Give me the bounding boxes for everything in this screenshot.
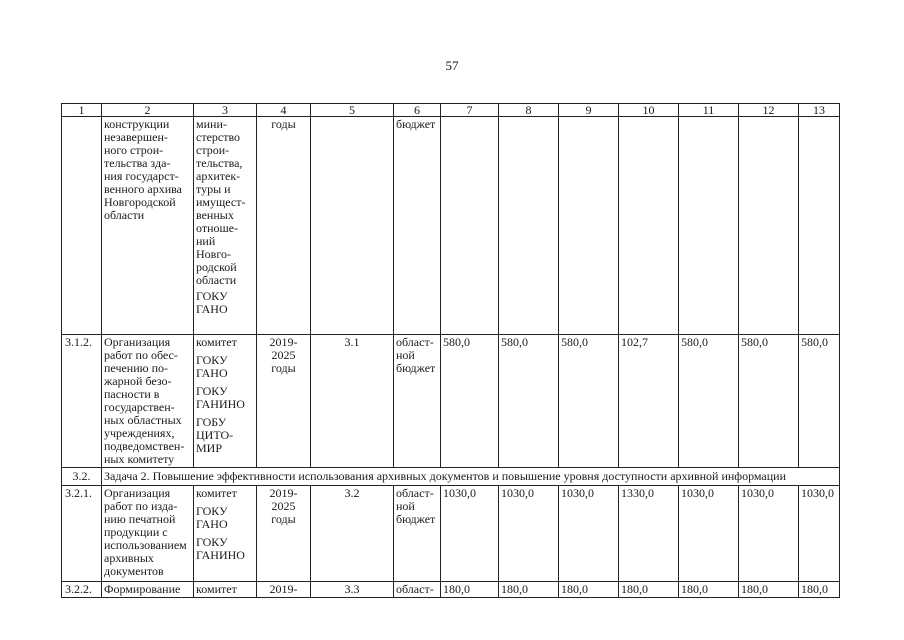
value-cell: 1030,0: [739, 486, 799, 582]
name-line: тельства зда-: [104, 156, 171, 170]
value-cell: 1030,0: [799, 486, 840, 582]
header-row: [62, 104, 840, 117]
name-line: ния государст-: [104, 169, 179, 183]
value-cell: 1030,0: [559, 486, 619, 582]
header-cell: 6: [394, 104, 441, 117]
resp-line: родской: [196, 260, 237, 274]
header-cell: 13: [799, 104, 840, 117]
name-line: Новгородской: [104, 195, 176, 209]
task-number-cell: 3.2.: [62, 468, 102, 486]
resp-line: ГАНИНО: [196, 397, 245, 411]
responsible-cell: комитет: [194, 582, 257, 598]
name-line: архивных: [104, 551, 154, 565]
value-cell: 580,0: [799, 335, 840, 468]
source-line: област-: [396, 335, 434, 349]
resp-line: стерство: [196, 130, 241, 144]
name-line: работ по обес-: [104, 348, 178, 362]
value-cell: 580,0: [739, 335, 799, 468]
name-line: Организация: [104, 486, 171, 500]
table-row-continued: [62, 117, 840, 335]
name-line: государствен-: [104, 400, 175, 414]
header-cell: 7: [441, 104, 499, 117]
name-line: конструкции: [104, 117, 170, 131]
resp-line: строи-: [196, 143, 230, 157]
value-cell: 180,0: [679, 582, 739, 598]
term-cell: [257, 486, 311, 582]
term-cell: [257, 335, 311, 468]
name-line: венного архива: [104, 182, 182, 196]
page-number: 57: [445, 58, 459, 73]
header-cell: 4: [257, 104, 311, 117]
value-cell: [739, 117, 799, 335]
target-cell: 3.1: [311, 335, 394, 468]
header-cell: 8: [499, 104, 559, 117]
responsible-cell: [194, 335, 257, 468]
row-number-cell: 3.2.2.: [62, 582, 102, 598]
header-cell: 9: [559, 104, 619, 117]
value-cell: [679, 117, 739, 335]
term-line: 2025: [271, 499, 296, 513]
source-cell: [394, 486, 441, 582]
activity-name-cell: [102, 486, 194, 582]
resp-line: мини-: [196, 117, 227, 131]
name-line: работ по изда-: [104, 499, 178, 513]
table-row-3-2-1: [62, 486, 840, 582]
responsible-cell: [194, 117, 257, 335]
table-row-3-1-2: [62, 335, 840, 468]
value-cell: [441, 117, 499, 335]
source-cell: бюджет: [394, 117, 441, 335]
activity-name-cell: [102, 117, 194, 335]
value-cell: 180,0: [799, 582, 840, 598]
header-cell: 5: [311, 104, 394, 117]
name-line: жарной безо-: [104, 374, 172, 388]
activity-name-cell: [102, 335, 194, 468]
resp-line: ГОБУ: [196, 415, 227, 429]
name-line: использованием: [104, 538, 187, 552]
resp-line: ГОКУ: [196, 353, 228, 367]
header-cell: 1: [62, 104, 102, 117]
resp-line: ЦИТО-: [196, 428, 234, 442]
resp-line: ний: [196, 234, 216, 248]
name-line: подведомствен-: [104, 439, 185, 453]
resp-line: ГАНИНО: [196, 548, 245, 562]
resp-line: архитек-: [196, 169, 241, 183]
resp-line: отноше-: [196, 221, 239, 235]
term-cell: 2019-: [257, 582, 311, 598]
source-cell: [394, 335, 441, 468]
term-line: 2019-: [269, 335, 298, 349]
name-line: учреждениях,: [104, 426, 175, 440]
resp-line: ГАНО: [196, 366, 228, 380]
resp-line: венных: [196, 208, 234, 222]
value-cell: 180,0: [441, 582, 499, 598]
row-number-cell: [62, 117, 102, 335]
value-cell: 180,0: [739, 582, 799, 598]
term-cell: годы: [257, 117, 311, 335]
resp-line: имущест-: [196, 195, 246, 209]
term-line: 2019-: [269, 486, 298, 500]
value-cell: 1030,0: [441, 486, 499, 582]
value-cell: 580,0: [559, 335, 619, 468]
source-line: бюджет: [396, 361, 436, 375]
name-line: нию печатной: [104, 512, 176, 526]
task-title-cell: [102, 468, 840, 486]
header-cell: 2: [102, 104, 194, 117]
name-line: документов: [104, 564, 164, 578]
value-cell: 180,0: [499, 582, 559, 598]
row-number-cell: 3.1.2.: [62, 335, 102, 468]
header-cell: 12: [739, 104, 799, 117]
responsible-cell: [194, 486, 257, 582]
target-cell: 3.3: [311, 582, 394, 598]
value-cell: 1330,0: [619, 486, 679, 582]
name-line: области: [104, 208, 145, 222]
header-cell: 11: [679, 104, 739, 117]
term-line: 2025: [271, 348, 296, 362]
name-line: печению по-: [104, 361, 169, 375]
program-activities-table: [61, 103, 840, 598]
resp-line: комитет: [196, 486, 237, 500]
resp-line: ГОКУ: [196, 384, 228, 398]
resp-line: ГОКУ: [196, 504, 228, 518]
name-line: ного строи-: [104, 143, 164, 157]
value-cell: [619, 117, 679, 335]
resp-line: ГАНО: [196, 517, 228, 531]
value-cell: 180,0: [559, 582, 619, 598]
value-cell: 580,0: [499, 335, 559, 468]
resp-line: ГОКУ: [196, 535, 228, 549]
value-cell: [559, 117, 619, 335]
value-cell: 1030,0: [679, 486, 739, 582]
value-cell: 580,0: [441, 335, 499, 468]
name-line: продукции с: [104, 525, 168, 539]
resp-line: ГОКУ: [196, 289, 228, 303]
source-line: област-: [396, 486, 434, 500]
source-line: ной: [396, 499, 415, 513]
task-row: [62, 468, 840, 486]
resp-line: туры и: [196, 182, 231, 196]
resp-line: МИР: [196, 441, 223, 455]
resp-line: тельства,: [196, 156, 243, 170]
name-line: незавершен-: [104, 130, 168, 144]
value-cell: [799, 117, 840, 335]
resp-line: ГАНО: [196, 302, 228, 316]
value-cell: 180,0: [619, 582, 679, 598]
resp-line: комитет: [196, 335, 237, 349]
task-title: Задача 2. Повышение эффективности использования архивных документов и повышение уровня доступности архивной информации: [104, 469, 786, 483]
source-line: бюджет: [396, 512, 436, 526]
activity-name-cell: Формирование: [102, 582, 194, 598]
resp-line: Новго-: [196, 247, 231, 261]
value-cell: [499, 117, 559, 335]
row-number-cell: 3.2.1.: [62, 486, 102, 582]
value-cell: 1030,0: [499, 486, 559, 582]
target-cell: [311, 117, 394, 335]
source-cell: област-: [394, 582, 441, 598]
source-line: ной: [396, 348, 415, 362]
header-cell: 3: [194, 104, 257, 117]
name-line: пасности в: [104, 387, 160, 401]
value-cell: 102,7: [619, 335, 679, 468]
name-line: Организация: [104, 335, 171, 349]
table-row-3-2-2: [62, 582, 840, 598]
term-line: годы: [271, 512, 296, 526]
target-cell: 3.2: [311, 486, 394, 582]
name-line: ных областных: [104, 413, 182, 427]
name-line: ных комитету: [104, 452, 175, 466]
value-cell: 580,0: [679, 335, 739, 468]
header-cell: 10: [619, 104, 679, 117]
resp-line: области: [196, 273, 237, 287]
term-line: годы: [271, 361, 296, 375]
